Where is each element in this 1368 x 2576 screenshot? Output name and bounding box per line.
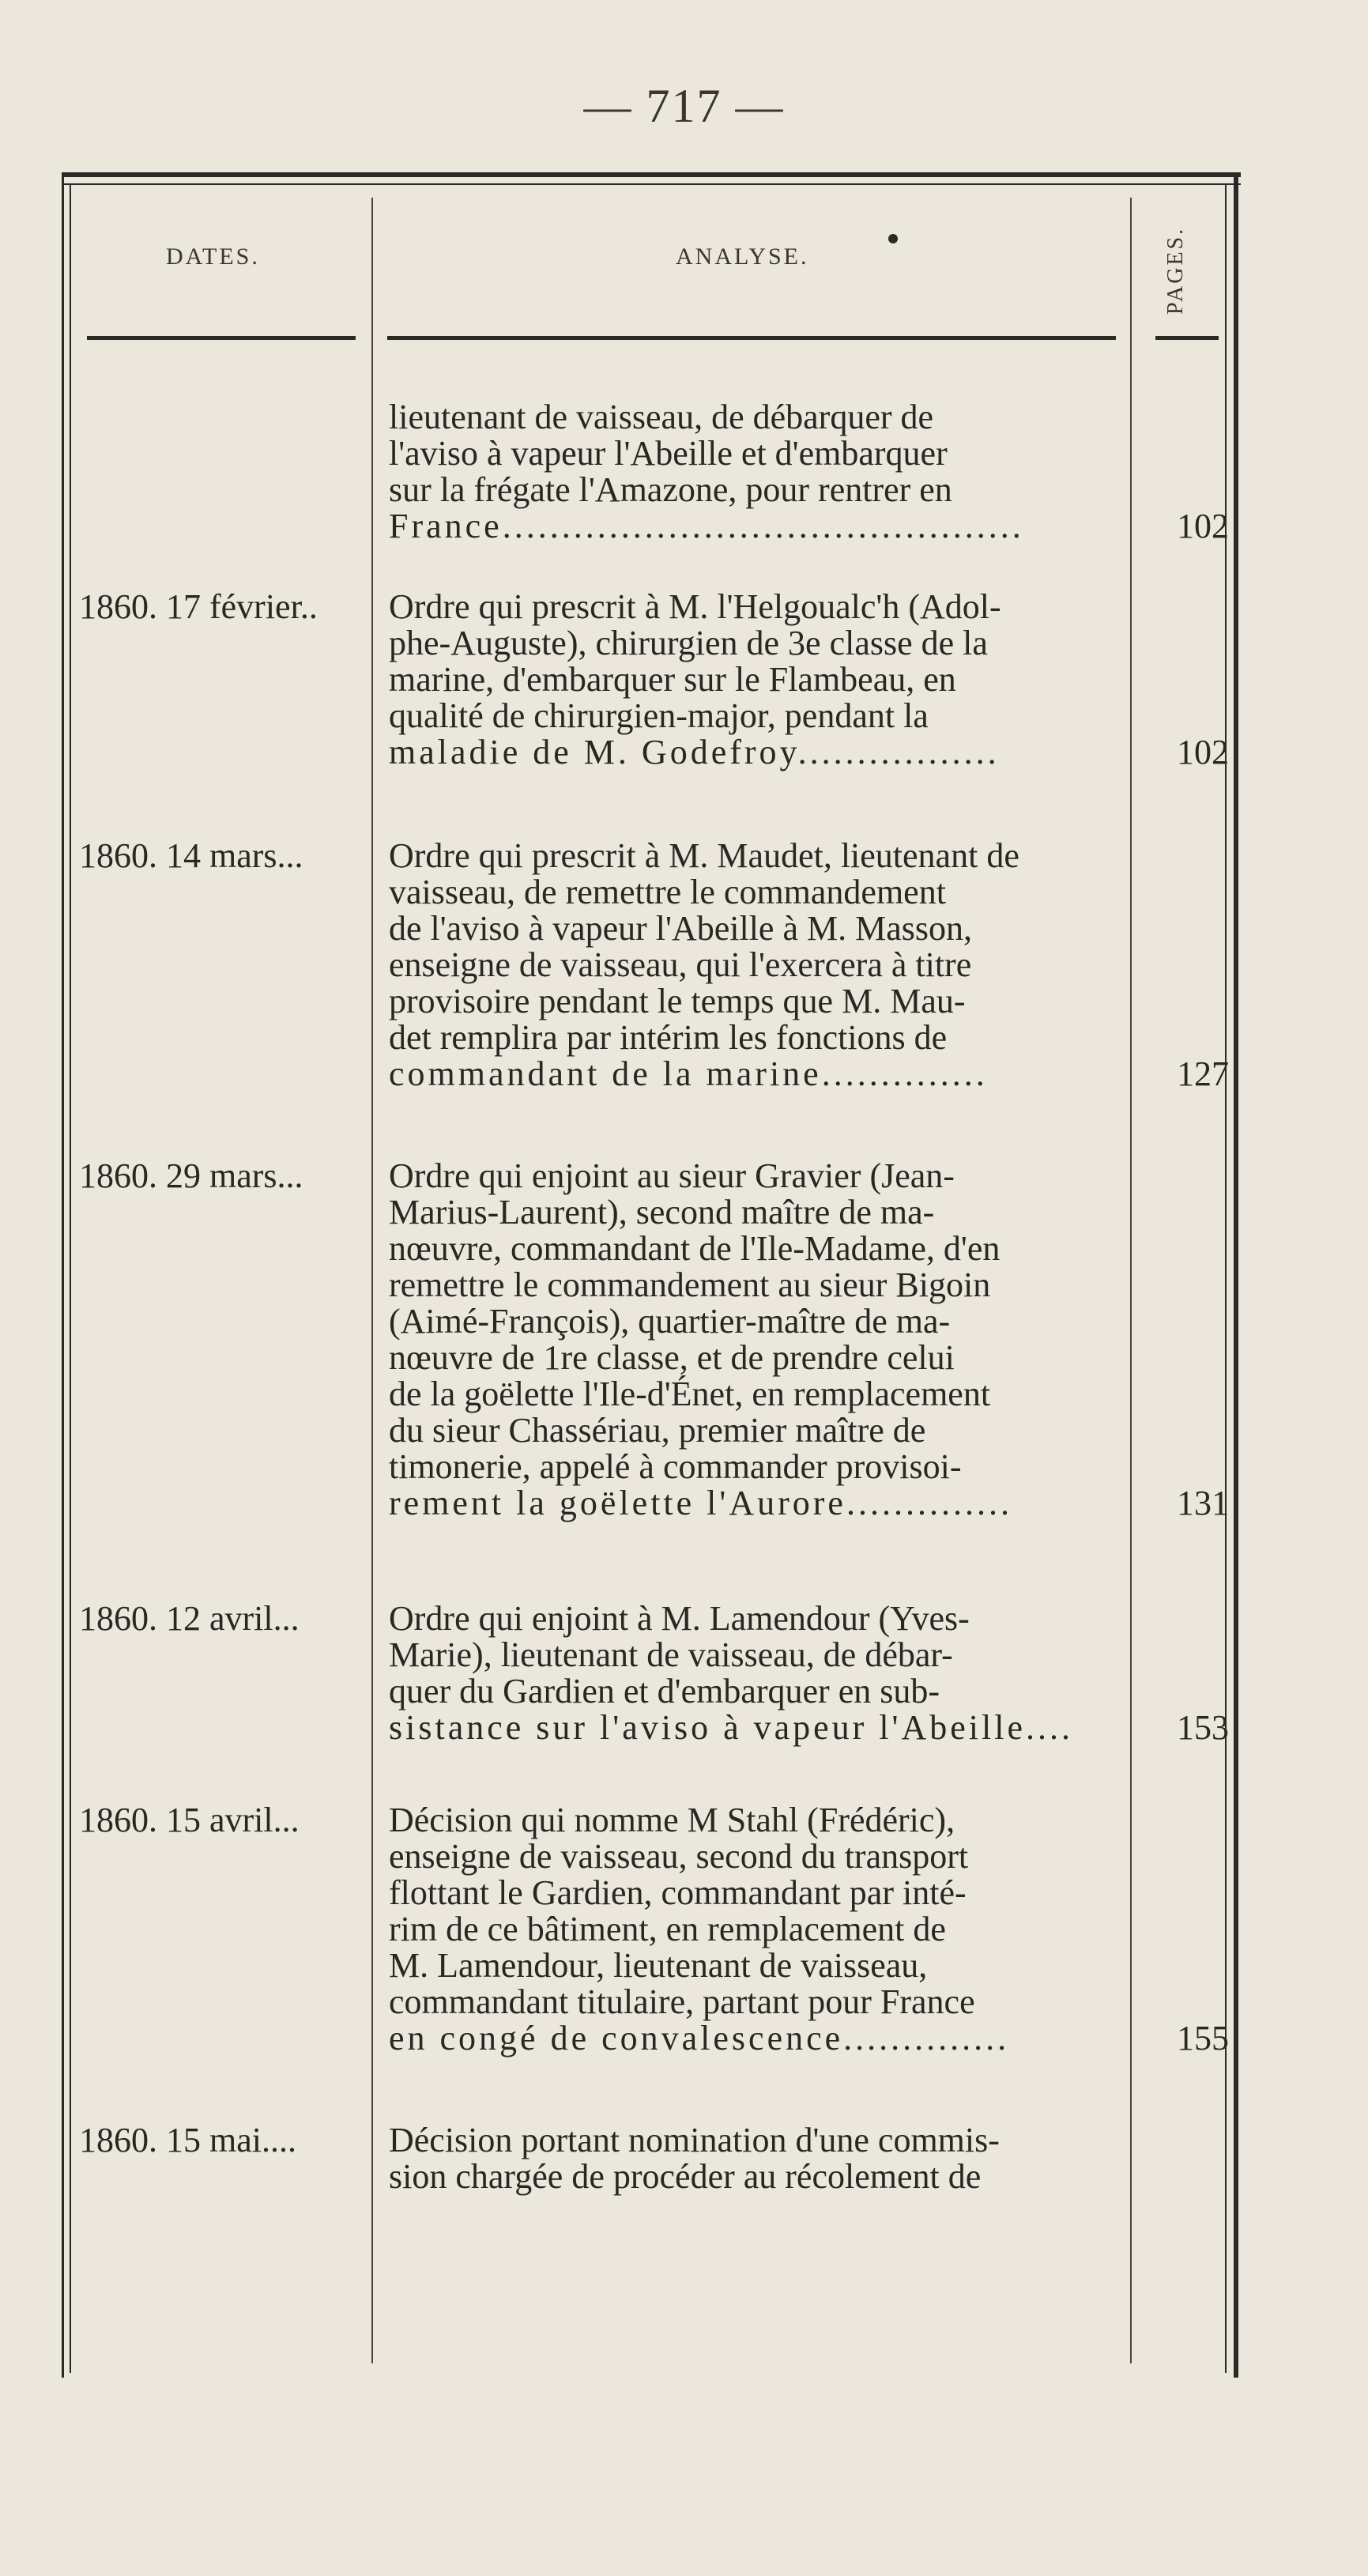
entry-page: 131 xyxy=(1177,1484,1229,1522)
entry-text xyxy=(389,2122,1114,2195)
entry-line: rim de ce bâtiment, en remplacement de xyxy=(389,1910,946,1948)
entry-line: det remplira par intérim les fonctions de xyxy=(389,1018,948,1057)
header-bullet-icon xyxy=(888,234,898,243)
entry-line: Décision portant nomination d'une commis- xyxy=(389,2121,1000,2159)
entry-line: commandant titulaire, partant pour France xyxy=(389,1982,975,2021)
entry-line: Marie), lieutenant de vaisseau, de débar- xyxy=(389,1635,953,1674)
table-frame-left xyxy=(62,172,64,2378)
entry-date: 1860. 12 avril... xyxy=(79,1599,300,1638)
column-divider-dates xyxy=(371,198,373,2363)
entry-line: rement la goëlette l'Aurore.............. xyxy=(389,1484,1012,1522)
entry-date: 1860. 29 mars... xyxy=(79,1156,303,1195)
entry-page: 102 xyxy=(1177,507,1229,545)
entry-date: 1860. 15 avril... xyxy=(79,1801,300,1839)
entry-line: sion chargée de procéder au récolement de xyxy=(389,2157,982,2196)
entry-line: remettre le commandement au sieur Bigoin xyxy=(389,1265,991,1304)
entry-line: de l'aviso à vapeur l'Abeille à M. Masson, xyxy=(389,909,973,948)
entry-date: 1860. 14 mars... xyxy=(79,836,303,875)
entry-line: maladie de M. Godefroy................. xyxy=(389,733,1000,771)
entry-page: 127 xyxy=(1177,1054,1229,1093)
entry-text xyxy=(389,1158,1114,1522)
entry-line: Ordre qui enjoint à M. Lamendour (Yves- xyxy=(389,1599,970,1638)
entry-line: sistance sur l'aviso à vapeur l'Abeille.... xyxy=(389,1708,1073,1747)
entry-line: provisoire pendant le temps que M. Mau- xyxy=(389,982,966,1020)
column-divider-pages xyxy=(1130,198,1132,2363)
header-rule-dates xyxy=(87,336,356,340)
table-frame-top xyxy=(63,172,1241,177)
table-frame-left-inner xyxy=(70,183,71,2373)
entry-line: (Aimé-François), quartier-maître de ma- xyxy=(389,1302,951,1341)
entry-line: en congé de convalescence.............. xyxy=(389,2019,1010,2057)
entry-line: phe-Auguste), chirurgien de 3e classe de la xyxy=(389,624,988,662)
entry-line: l'aviso à vapeur l'Abeille et d'embarquer xyxy=(389,434,948,473)
entry-line: lieutenant de vaisseau, de débarquer de xyxy=(389,398,934,436)
entry-line: marine, d'embarquer sur le Flambeau, en xyxy=(389,660,956,699)
entry-line: enseigne de vaisseau, qui l'exercera à titre xyxy=(389,945,972,984)
entry-text xyxy=(389,399,1114,545)
entry-line: M. Lamendour, lieutenant de vaisseau, xyxy=(389,1946,928,1985)
entry-line: nœuvre de 1re classe, et de prendre celui xyxy=(389,1338,955,1377)
entry-line: Marius-Laurent), second maître de ma- xyxy=(389,1193,935,1231)
entry-text xyxy=(389,1802,1114,2057)
entry-line: Ordre qui prescrit à M. Maudet, lieutenant de xyxy=(389,836,1019,875)
entry-line: quer du Gardien et d'embarquer en sub- xyxy=(389,1672,940,1710)
entry-line: France............................................ xyxy=(389,507,1024,545)
entry-line: flottant le Gardien, commandant par inté- xyxy=(389,1873,967,1912)
entry-page: 153 xyxy=(1177,1708,1229,1747)
entry-date: 1860. 17 février.. xyxy=(79,587,318,626)
entry-text xyxy=(389,838,1114,1092)
entry-line: Ordre qui prescrit à M. l'Helgoualc'h (Adol- xyxy=(389,587,1001,626)
page-number: — 717 — xyxy=(583,80,785,132)
header-dates: DATES. xyxy=(166,243,260,270)
table-frame-right xyxy=(1234,172,1238,2378)
header-rule-analyse xyxy=(387,336,1116,340)
entry-page: 155 xyxy=(1177,2019,1229,2057)
entry-text xyxy=(389,1601,1114,1746)
header-rule-pages xyxy=(1155,336,1219,340)
header-pages: PAGES. xyxy=(1163,226,1188,315)
entry-line: enseigne de vaisseau, second du transport xyxy=(389,1837,969,1876)
entry-text xyxy=(389,589,1114,771)
entry-line: du sieur Chassériau, premier maître de xyxy=(389,1411,926,1450)
entry-line: Ordre qui enjoint au sieur Gravier (Jean- xyxy=(389,1156,955,1195)
entry-date: 1860. 15 mai.... xyxy=(79,2121,296,2159)
entry-line: timonerie, appelé à commander provisoi- xyxy=(389,1447,962,1486)
entry-page: 102 xyxy=(1177,733,1229,771)
table-frame-top-inner xyxy=(63,183,1241,185)
entry-line: sur la frégate l'Amazone, pour rentrer en xyxy=(389,470,952,509)
entry-line: Décision qui nomme M Stahl (Frédéric), xyxy=(389,1801,955,1839)
entry-line: de la goëlette l'Ile-d'Énet, en remplacement xyxy=(389,1375,991,1413)
entry-line: vaisseau, de remettre le commandement xyxy=(389,873,946,911)
entry-line: nœuvre, commandant de l'Ile-Madame, d'en xyxy=(389,1229,1001,1268)
header-analyse: ANALYSE. xyxy=(676,243,809,270)
entry-line: qualité de chirurgien-major, pendant la xyxy=(389,696,929,735)
entry-line: commandant de la marine.............. xyxy=(389,1054,988,1093)
